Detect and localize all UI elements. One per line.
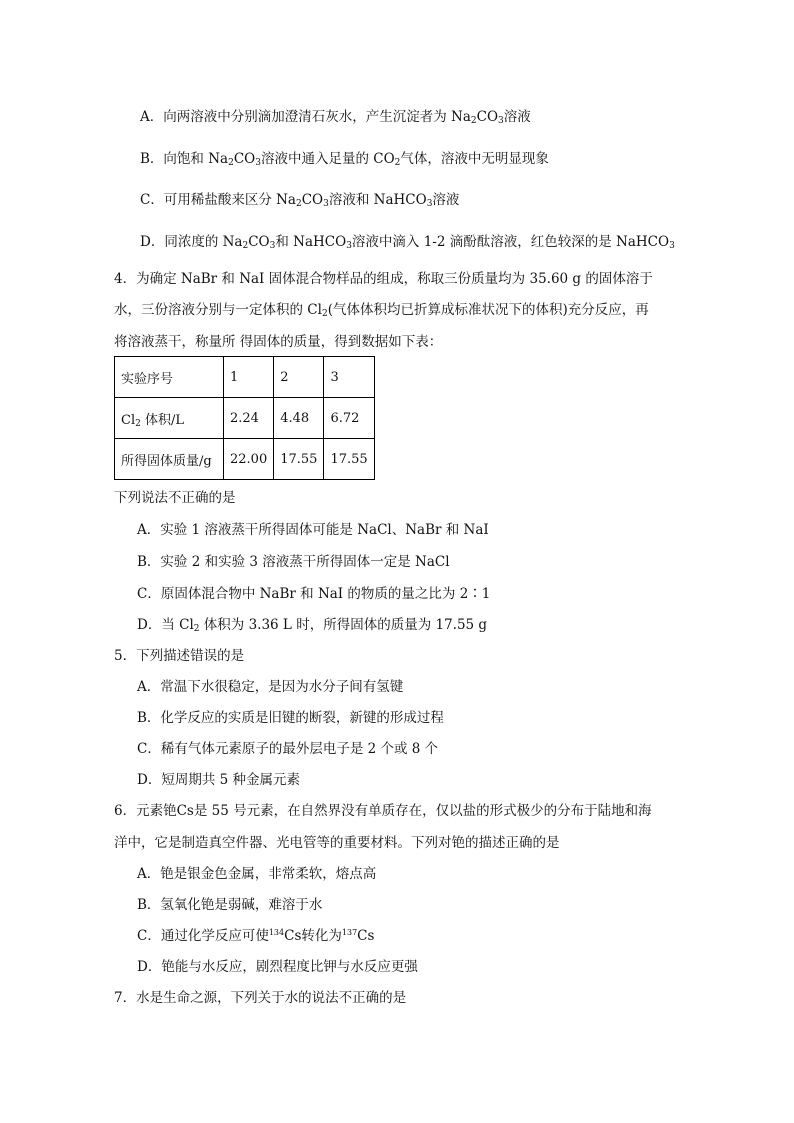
table-cell: 1 bbox=[224, 357, 274, 398]
table-cell: 22.00 bbox=[224, 439, 274, 480]
table-cell: $Cl_2$ 体积/L bbox=[115, 398, 224, 439]
q4-stem-line-3: 将溶液蒸干，称量所 得固体的质量，得到数据如下表： bbox=[114, 334, 443, 350]
q5-stem: 5．下列描述错误的是 bbox=[114, 648, 245, 664]
q5-option-b: B．化学反应的实质是旧键的断裂，新键的形成过程 bbox=[137, 710, 444, 726]
q5-option-c: C．稀有气体元素原子的最外层电子是 2 个或 8 个 bbox=[137, 741, 439, 757]
table-cell: 17.55 bbox=[324, 439, 374, 480]
q4-option-b: B．实验 2 和实验 3 溶液蒸干所得固体一定是 NaCl bbox=[137, 554, 450, 570]
q6-option-b: B．氢氧化铯是弱碱，难溶于水 bbox=[137, 897, 323, 913]
table-cell: 2 bbox=[274, 357, 324, 398]
q4-stem-line-2: 水，三份溶液分别与一定体积的 $Cl_2$(气体体积均已折算成标准状况下的体积)充分反应，再 bbox=[114, 302, 649, 319]
table-cell: 3 bbox=[324, 357, 374, 398]
q3-option-b: B．向饱和 $Na_2CO_3$溶液中通入足量的 $CO_2$气体，溶液中无明显现象 bbox=[140, 151, 549, 168]
table-cell: 6.72 bbox=[324, 398, 374, 439]
table-row bbox=[115, 439, 375, 480]
q3-option-c: C．可用稀盐酸来区分 $Na_2CO_3$溶液和 NaHCO$_3$溶液 bbox=[140, 192, 460, 209]
q4-option-d: D．当 $Cl_2$ 体积为 3.36 L 时，所得固体的质量为 17.55 g bbox=[137, 617, 488, 634]
q4-option-c: C．原固体混合物中 NaBr 和 NaI 的物质的量之比为 2∶1 bbox=[137, 586, 491, 602]
table-row bbox=[115, 398, 375, 439]
table-cell: 17.55 bbox=[274, 439, 324, 480]
q5-option-a: A．常温下水很稳定，是因为水分子间有氢键 bbox=[137, 679, 404, 695]
q3-option-d: D．同浓度的 $Na_2CO_3$和 NaHCO$_3$溶液中滴入 1-2 滴酚酞溶液，红色较深的是 NaHCO$_3$ bbox=[140, 234, 675, 251]
experiment-data-table bbox=[114, 356, 375, 480]
table-cell: 4.48 bbox=[274, 398, 324, 439]
table-cell: 实验序号 bbox=[115, 357, 224, 398]
q4-stem-line-1: 4．为确定 NaBr 和 NaI 固体混合物样品的组成，称取三份质量均为 35.60 g 的固体溶于 bbox=[114, 271, 653, 287]
q7-stem: 7．水是生命之源，下列关于水的说法不正确的是 bbox=[114, 990, 407, 1006]
q6-stem-line-1: 6．元素铯Cs是 55 号元素，在自然界没有单质存在，仅以盐的形式极少的分布于陆地和海 bbox=[114, 803, 652, 819]
q6-option-d: D．铯能与水反应，剧烈程度比钾与水反应更强 bbox=[137, 959, 418, 975]
q4-option-a: A．实验 1 溶液蒸干所得固体可能是 NaCl、NaBr 和 NaI bbox=[137, 522, 489, 538]
q5-option-d: D．短周期共 5 种金属元素 bbox=[137, 772, 300, 788]
q4-question: 下列说法不正确的是 bbox=[114, 490, 236, 506]
q6-stem-line-2: 洋中，它是制造真空件器、光电管等的重要材料。下列对铯的描述正确的是 bbox=[114, 835, 560, 851]
table-cell: 2.24 bbox=[224, 398, 274, 439]
q6-option-c: C．通过化学反应可使$^{134}$Cs转化为$^{137}$Cs bbox=[137, 928, 375, 944]
table-row bbox=[115, 357, 375, 398]
table-cell: 所得固体质量/g bbox=[115, 439, 224, 480]
q3-option-a: A．向两溶液中分别滴加澄清石灰水，产生沉淀者为 $Na_2CO_3$溶液 bbox=[140, 109, 531, 126]
q6-option-a: A．铯是银金色金属，非常柔软，熔点高 bbox=[137, 866, 377, 882]
